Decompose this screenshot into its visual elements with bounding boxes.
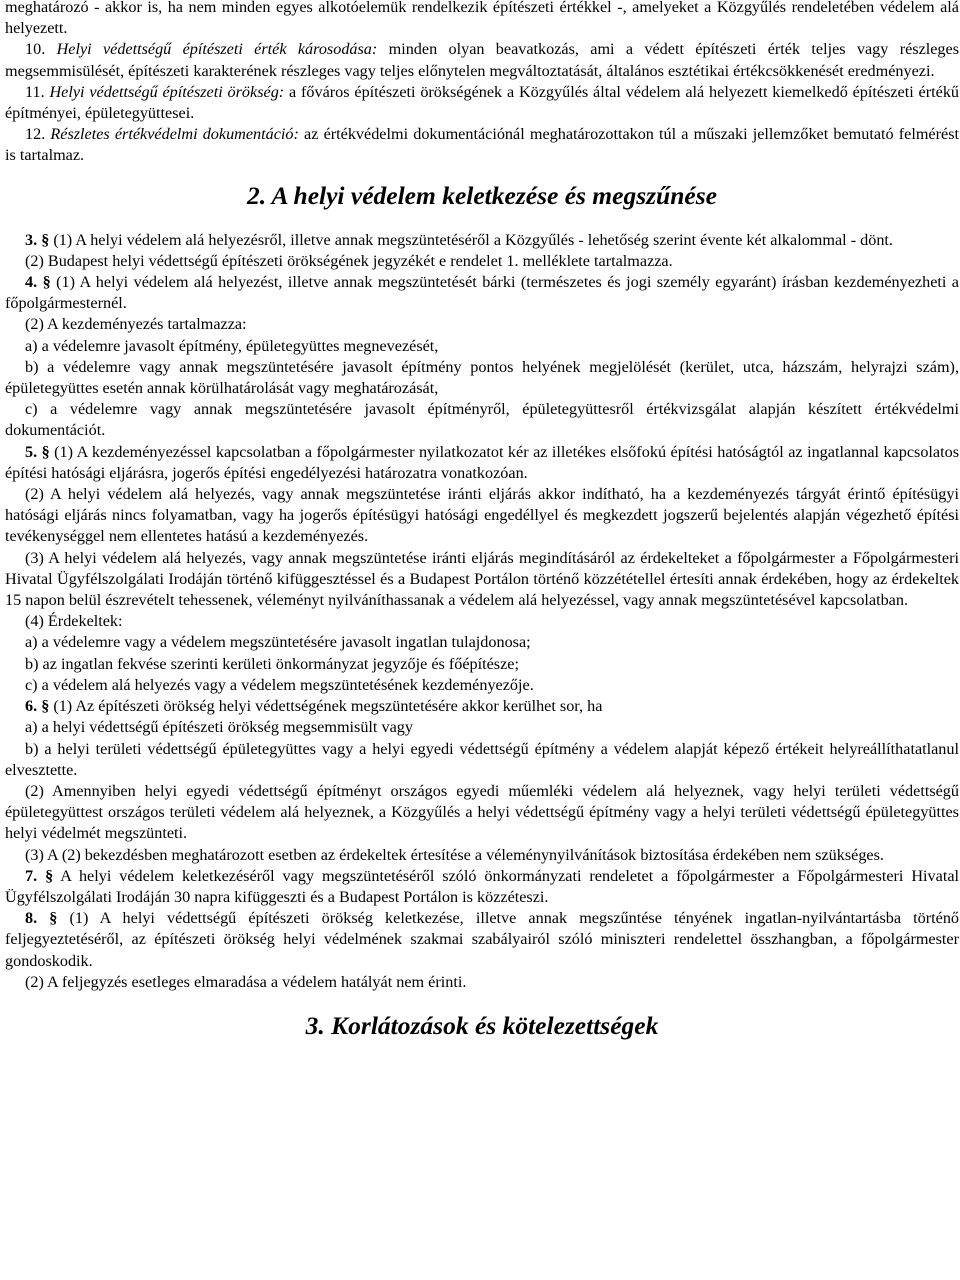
- article-4-para-1: [5, 272, 959, 314]
- paragraph-text: (1) A kezdeményezéssel kapcsolatban a főpolgármester nyilatkozatot kér az illetékes elsőfokú építési hatóságtól az ingatlannal kapcsolatos építési hatósági eljárásra, jogerős építési engedélyezési határozatra vonatkozóan.: [5, 442, 959, 482]
- section-symbol: §: [37, 866, 54, 885]
- paragraph-text: (1) A helyi védettségű építészeti örökség keletkezése, illetve annak megszűntése tényének ingatlan-nyilvántartásba történő feljegyeztetéséről, az építészeti örökség helyi védelmének szakmai szabályairól szóló miniszteri rendelettel összhangban, a főpolgármester gondoskodik.: [5, 909, 960, 970]
- article-number: 3.: [25, 230, 38, 249]
- article-5-para-4: (4) Érdekeltek:: [25, 612, 123, 631]
- article-6-para-1: [5, 696, 959, 717]
- paragraph-text: (1) A helyi védelem alá helyezésről, illetve annak megszüntetéséről a Közgyűlés - lehetőség szerint évente két alkalommal - dönt.: [49, 230, 893, 249]
- list-item-b: b) a helyi területi védettségű épületegyüttes vagy a helyi egyedi védettségű építmény a védelem alapját képező értékeit helyreállíthatatlanul elvesztette.: [5, 739, 959, 779]
- article-5-para-1: [5, 442, 959, 484]
- article-number: 7.: [25, 866, 38, 885]
- article-5-para-3: (3) A helyi védelem alá helyezés, vagy annak megszüntetése iránti eljárás megindításáról az érdekelteket a főpolgármester a Főpolgármesteri Hivatal Ügyfélszolgálati Irodáján történő kifüggesztéssel és a Budapest Portálon történő közzététellel értesíti annak érdekében, hogy az érdekeltek 15 napon belül észrevételt tehessenek, véleményt nyilváníthassanak a védelem alá helyezéssel, vagy annak megszüntetésével kapcsolatban.: [5, 548, 959, 610]
- section-symbol: §: [37, 273, 51, 292]
- definition-number: 11.: [25, 82, 45, 101]
- article-number: 4.: [25, 273, 38, 292]
- document-page: [5, 0, 959, 1041]
- definition-text: a főváros építészeti örökségének a Közgyűlés által védelem alá helyezett kiemelkedő építészeti értékű építményei, épületegyüttesei.: [5, 82, 960, 123]
- article-8-para-2: (2) A feljegyzés esetleges elmaradása a védelem hatályát nem érinti.: [25, 972, 467, 991]
- paragraph: meghatározó - akkor is, ha nem minden egyes alkotóelemük rendelkezik építészeti értékkel -, amelyeket a Közgyűlés rendeletében védelem alá helyezett.: [5, 0, 959, 38]
- list-item-a: a) a helyi védettségű építészeti örökség megsemmisült vagy: [25, 718, 413, 737]
- definition-10: [5, 39, 959, 81]
- article-6-para-3: (3) A (2) bekezdésben meghatározott esetben az érdekeltek értesítése a véleménynyilvánítások biztosítása érdekében nem szükséges.: [25, 845, 884, 864]
- definition-12: [5, 124, 959, 166]
- section-heading: 3. Korlátozások és kötelezettségek: [305, 1010, 659, 1040]
- article-number: 6.: [25, 697, 38, 716]
- section-symbol: §: [37, 442, 50, 461]
- paragraph-text: A helyi védelem keletkezéséről vagy megszüntetéséről szóló önkormányzati rendeletet a főpolgármester a Főpolgármesteri Hivatal Ügyfélszolgálati Irodáján 30 napra kifüggeszti és a Budapest Portálon is közzéteszi.: [5, 866, 960, 906]
- article-number: 5.: [25, 442, 38, 461]
- article-8-para-1: [5, 908, 959, 972]
- paragraph-text: (1) Az építészeti örökség helyi védettségének megszüntetésére akkor kerülhet sor, ha: [49, 697, 603, 716]
- definition-number: 10.: [25, 40, 46, 59]
- definition-number: 12.: [25, 125, 46, 144]
- article-3-para-1: [5, 230, 959, 251]
- article-6-para-2: (2) Amennyiben helyi egyedi védettségű építményt országos egyedi műemléki védelem alá helyeznek, vagy helyi területi védettségű épületegyüttest országos területi védelem alá helyeznek, a Közgyűlés a helyi védettségű építmény vagy a helyi területi védettségű épületegyüttes helyi védelmét megszünteti.: [5, 781, 959, 843]
- list-item-c: c) a védelem alá helyezés vagy a védelem megszüntetésének kezdeményezője.: [25, 675, 534, 694]
- definition-term: Helyi védettségű építészeti érték károsodása:: [56, 40, 378, 59]
- section-symbol: §: [37, 230, 50, 249]
- definition-term: Részletes értékvédelmi dokumentáció:: [50, 125, 299, 144]
- article-3-para-2: (2) Budapest helyi védettségű építészeti örökségének jegyzékét e rendelet 1. melléklete tartalmazza.: [25, 251, 673, 270]
- article-4-para-2: (2) A kezdeményezés tartalmazza:: [25, 315, 247, 334]
- list-item-b: b) a védelemre vagy annak megszüntetésére javasolt építmény pontos helyének megjelölését (kerület, utca, házszám, helyrajzi szám), épületegyüttes esetén annak körülhatárolását vagy meghatározását,: [5, 357, 959, 398]
- list-item-a: a) a védelemre vagy a védelem megszüntetésére javasolt ingatlan tulajdonosa;: [25, 633, 531, 652]
- paragraph-text: (1) A helyi védelem alá helyezést, illetve annak megszüntetését bárki (természetes és jogi személy egyaránt) írásban kezdeményezheti a főpolgármesternél.: [5, 273, 959, 313]
- section-heading: 2. A helyi védelem keletkezése és megszűnése: [247, 180, 717, 210]
- section-symbol: §: [37, 909, 58, 928]
- section-symbol: §: [37, 697, 50, 716]
- list-item-a: a) a védelemre javasolt építmény, épületegyüttes megnevezését,: [25, 336, 439, 355]
- article-5-para-2: (2) A helyi védelem alá helyezés, vagy annak megszüntetése iránti eljárás akkor indítható, ha a kezdeményezés tárgyát érintő építésügyi hatósági eljárás nincs folyamatban, vagy ha jogerős építésügyi hatósági engedéllyel és megkezdett jogszerű bejelentés alapján végezhető építési tevékenységgel nem ellentetes hatású a kezdeményezés.: [5, 485, 959, 546]
- article-7-para-1: [5, 866, 959, 908]
- article-number: 8.: [25, 909, 38, 928]
- definition-text: minden olyan beavatkozás, ami a védett építészeti érték teljes vagy részleges megsemmisülését, építészeti karakterének részleges vagy teljes előnytelen megváltoztatását, általános esztétikai értékcsökkenését eredményezi.: [5, 40, 960, 80]
- list-item-c: c) a védelemre vagy annak megszüntetésére javasolt építményről, épületegyüttesről értékvizsgálat alapján készített értékvédelmi dokumentációt.: [5, 400, 959, 440]
- definition-term: Helyi védettségű építészeti örökség:: [49, 82, 285, 101]
- definition-11: [5, 82, 959, 124]
- definition-text: az értékvédelmi dokumentációnál meghatározottakon túl a műszaki jellemzőket bemutató felmérést is tartalmaz.: [5, 125, 959, 165]
- list-item-b: b) az ingatlan fekvése szerinti kerületi önkormányzat jegyzője és főépítésze;: [25, 654, 519, 673]
